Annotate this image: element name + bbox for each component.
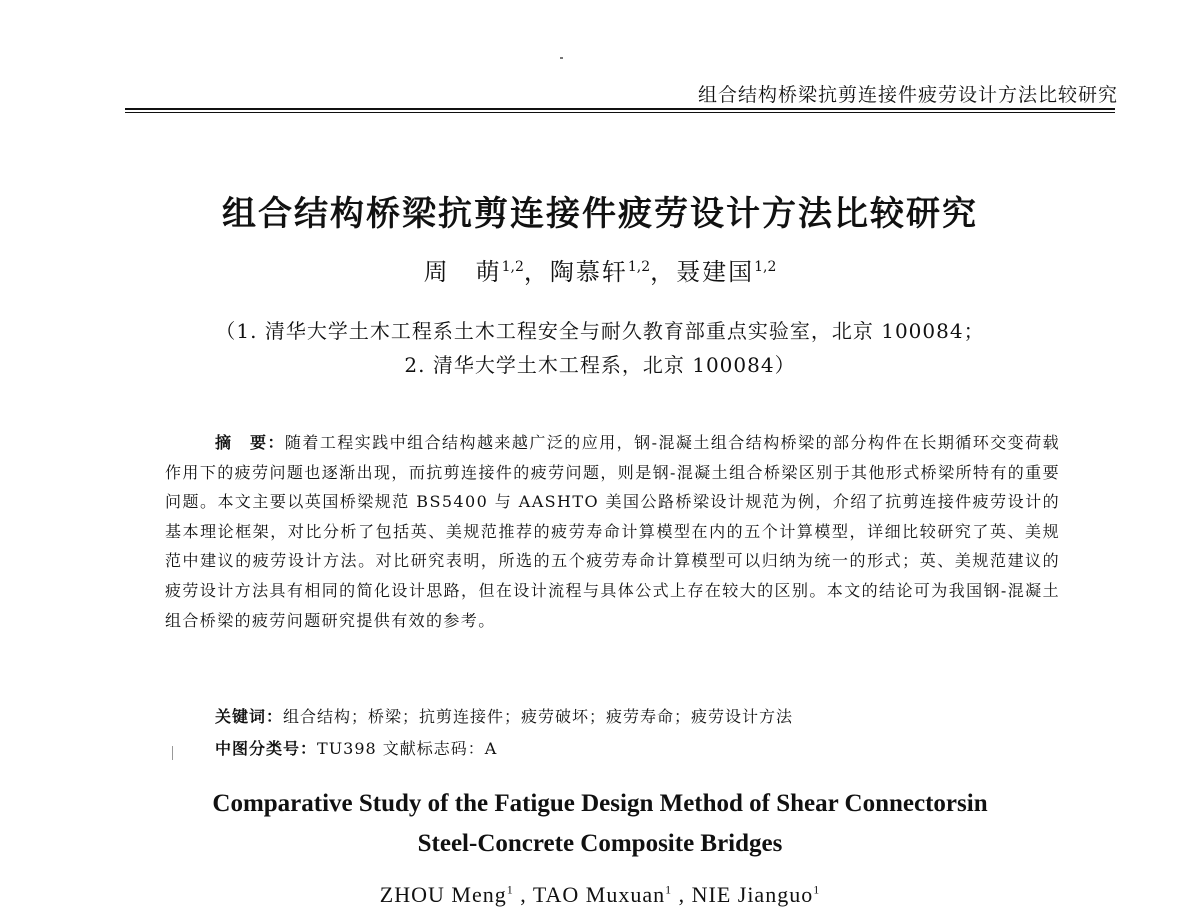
classification-text: TU398 文献标志码：A <box>317 739 498 758</box>
classification-label: 中图分类号： <box>215 739 318 758</box>
header-rule <box>125 108 1115 113</box>
paper-title-en-line-1: Comparative Study of the Fatigue Design Method of Shear Connectorsin <box>212 790 988 817</box>
paper-title-cn: 组合结构桥梁抗剪连接件疲劳设计方法比较研究 <box>222 194 978 234</box>
author-name-en: NIE Jianguo <box>691 882 814 907</box>
affiliation-line-2: 2. 清华大学土木工程系，北京 100084） <box>404 353 796 377</box>
author-name: 陶慕轩 <box>549 258 628 286</box>
author-affil-sup: 1,2 <box>754 259 777 275</box>
author-name: 聂建国 <box>676 258 755 286</box>
classification-line <box>215 736 497 759</box>
keywords-line <box>215 704 793 727</box>
author-separator: ， <box>650 258 677 286</box>
keywords-label: 关键词： <box>215 707 284 726</box>
author-name-en: ZHOU Meng <box>379 882 507 907</box>
paper-title-en-line-2: Steel-Concrete Composite Bridges <box>417 830 783 857</box>
margin-mark <box>172 746 173 760</box>
scan-tick-mark <box>560 57 563 59</box>
author-affil-sup: 1,2 <box>501 259 524 275</box>
author-separator: , <box>513 882 533 907</box>
affiliation-line-1: （1. 清华大学土木工程系土木工程安全与耐久教育部重点实验室，北京 100084； <box>215 319 985 343</box>
abstract-block <box>165 428 1060 635</box>
author-affil-sup: 1 <box>813 882 821 897</box>
author-affil-sup: 1,2 <box>627 259 651 275</box>
running-head: 组合结构桥梁抗剪连接件疲劳设计方法比较研究 <box>697 84 1118 106</box>
authors-cn <box>0 252 1200 287</box>
abstract-label: 摘 要： <box>215 433 285 452</box>
author-affil-sup: 1 <box>665 882 673 897</box>
author-name-en: TAO Muxuan <box>532 882 666 907</box>
author-separator: , <box>672 882 692 907</box>
author-separator: ， <box>523 258 550 286</box>
author-name: 周 萌 <box>423 258 502 286</box>
abstract-text: 随着工程实践中组合结构越来越广泛的应用，钢-混凝土组合结构桥梁的部分构件在长期循环交变荷载作用下的疲劳问题也逐渐出现，而抗剪连接件的疲劳问题，则是钢-混凝土组合桥梁区别于其他形式桥梁所特有的重要问题。本文主要以英国桥梁规范 BS5400 与 AASHTO 美国公路桥梁设计规范为例，介绍了抗剪连接件疲劳设计的基本理论框架，对比分析了包括英、美规范推荐的疲劳寿命计算模型在内的五个计算模型，详细比较研究了英、美规范中建议的疲劳设计方法。对比研究表明，所选的五个疲劳寿命计算模型可以归纳为统一的形式；英、美规范建议的疲劳设计方法具有相同的简化设计思路，但在设计流程与具体公式上存在较大的区别。本文的结论可为我国钢-混凝土组合桥梁的疲劳问题研究提供有效的参考。 <box>165 433 1060 630</box>
authors-en <box>0 882 1200 908</box>
keywords-text: 组合结构；桥梁；抗剪连接件；疲劳破坏；疲劳寿命；疲劳设计方法 <box>283 707 794 726</box>
author-affil-sup: 1 <box>506 882 514 897</box>
